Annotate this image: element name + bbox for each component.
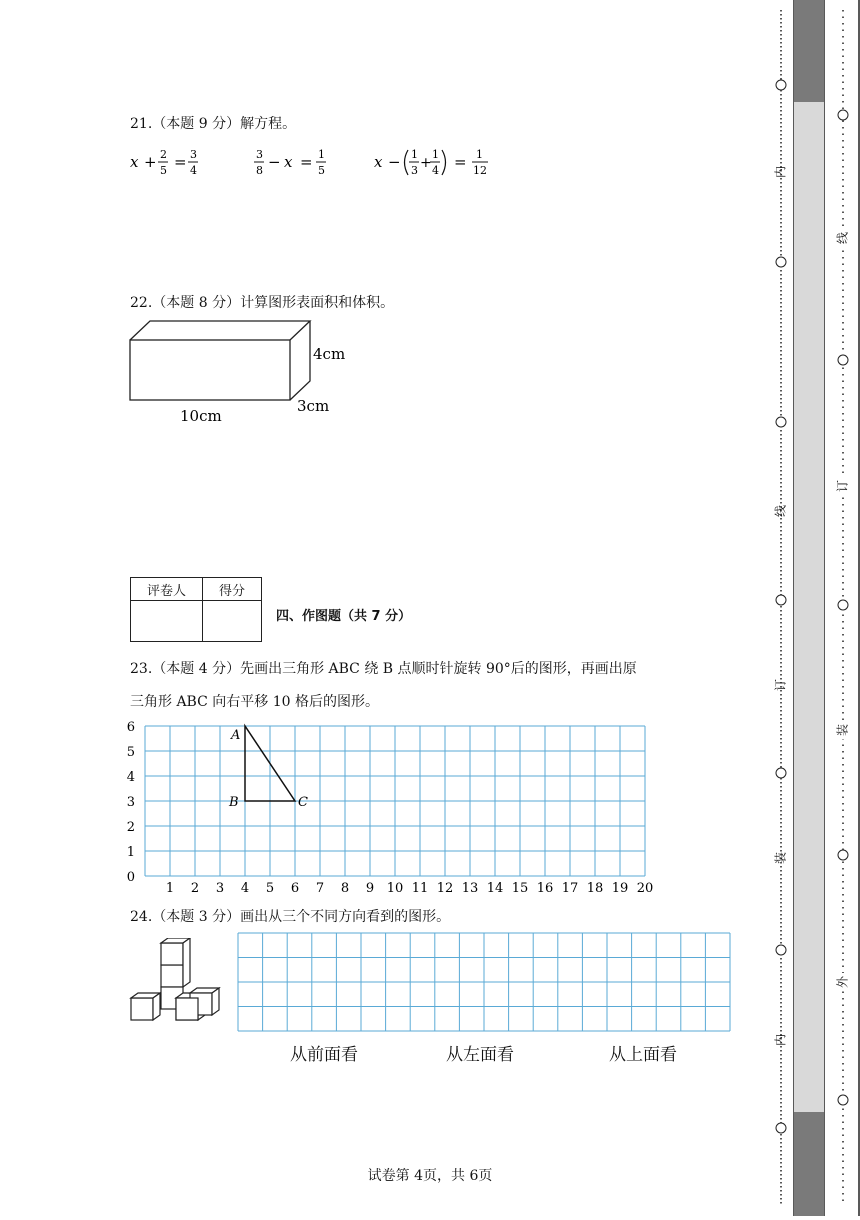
- height-label: 4cm: [313, 345, 346, 363]
- outer-binding-label-1: 线: [773, 504, 788, 518]
- inner-binding-label-2: 装: [835, 723, 850, 737]
- x-tick-label: 14: [486, 881, 504, 895]
- inner-binding-label-0: 线: [835, 231, 850, 245]
- inner-binding-circle: [838, 355, 848, 365]
- equation-2-svg: [254, 146, 334, 178]
- eq1-eq: =: [174, 153, 187, 171]
- binding-strip: [756, 0, 860, 1216]
- eq2-f2-den: 5: [318, 164, 325, 177]
- cube-stack-figure: [128, 938, 223, 1028]
- length-label: 10cm: [180, 407, 222, 425]
- equation-1-svg: [130, 146, 210, 178]
- x-tick-label: 16: [536, 881, 554, 895]
- x-tick-label: 13: [461, 881, 479, 895]
- q24-header: 24.（本题 3 分）画出从三个不同方向看到的图形。: [130, 909, 451, 925]
- score-table: [130, 577, 262, 642]
- score-table-reviewer-header: 评卷人: [131, 578, 203, 601]
- q21-equation-3: [372, 146, 502, 178]
- binding-circle: [776, 768, 786, 778]
- eq1-f2-num: 3: [190, 148, 197, 161]
- equation-3-svg: [372, 146, 502, 178]
- binding-circle: [776, 1123, 786, 1133]
- eq3-eq: =: [454, 153, 467, 171]
- x-tick-label: 20: [636, 881, 654, 895]
- inner-binding-label-3: 外: [835, 975, 850, 989]
- q24-drawing-grid[interactable]: [237, 932, 732, 1032]
- binding-circle: [776, 417, 786, 427]
- x-tick-label: 2: [190, 881, 200, 895]
- outer-binding-label-3: 装: [773, 851, 788, 865]
- vertex-label-c: C: [298, 795, 308, 810]
- x-tick-label: 12: [436, 881, 454, 895]
- y-tick-label: 0: [126, 870, 135, 885]
- y-tick-label: 1: [126, 845, 135, 860]
- x-tick-label: 11: [411, 881, 429, 895]
- score-table-score-cell[interactable]: [203, 601, 262, 642]
- eq2-f1-num: 3: [256, 148, 263, 161]
- inner-binding-label-1: 订: [835, 479, 850, 493]
- eq1-f2-den: 4: [190, 164, 197, 177]
- y-tick-label: 4: [126, 770, 135, 785]
- eq3-plus: +: [420, 155, 432, 171]
- gray-bottom-band: [794, 1112, 824, 1216]
- x-tick-label: 4: [240, 881, 250, 895]
- x-tick-label: 6: [290, 881, 300, 895]
- outer-binding-label-0: 内: [773, 165, 788, 179]
- inner-binding-circle: [838, 850, 848, 860]
- page-footer: 试卷第 4页，共 6页: [367, 1168, 493, 1184]
- binding-circle: [776, 80, 786, 90]
- eq3-op: −: [388, 153, 401, 171]
- y-tick-label: 2: [126, 820, 135, 835]
- binding-circle: [776, 595, 786, 605]
- inner-binding-circle: [838, 110, 848, 120]
- q21-header: 21.（本题 9 分）解方程。: [130, 116, 297, 132]
- x-tick-label: 5: [265, 881, 275, 895]
- eq1-op: +: [144, 153, 157, 171]
- q23-coordinate-grid[interactable]: [125, 715, 665, 895]
- x-tick-label: 18: [586, 881, 604, 895]
- x-tick-label: 8: [340, 881, 350, 895]
- binding-strip-svg: [756, 0, 860, 1216]
- eq2-op: −: [268, 153, 281, 171]
- q23-line-2: 三角形 ABC 向右平移 10 格后的图形。: [130, 694, 379, 710]
- eq1-f1-den: 5: [160, 164, 167, 177]
- binding-circle: [776, 257, 786, 267]
- inner-binding-circle: [838, 1095, 848, 1105]
- eq1-var: x: [130, 153, 139, 171]
- eq3-var: x: [374, 153, 383, 171]
- x-tick-label: 1: [165, 881, 175, 895]
- x-tick-label: 17: [561, 881, 579, 895]
- x-tick-label: 9: [365, 881, 375, 895]
- x-tick-label: 7: [315, 881, 325, 895]
- score-table-reviewer-cell[interactable]: [131, 601, 203, 642]
- eq2-f1-den: 8: [256, 164, 263, 177]
- outer-binding-label-2: 订: [773, 678, 788, 692]
- x-tick-label: 15: [511, 881, 529, 895]
- x-tick-label: 10: [386, 881, 404, 895]
- y-tick-label: 3: [126, 795, 135, 810]
- eq3-f1-num: 1: [411, 148, 418, 161]
- x-tick-label: 3: [215, 881, 225, 895]
- eq3-f1-den: 3: [411, 164, 418, 177]
- binding-circle: [776, 945, 786, 955]
- eq3-f3-num: 1: [476, 148, 483, 161]
- section-4-title: 四、作图题（共 7 分）: [276, 609, 412, 624]
- outer-binding-label-4: 内: [773, 1033, 788, 1047]
- q22-header: 22.（本题 8 分）计算图形表面积和体积。: [130, 295, 395, 311]
- cuboid-figure: [125, 315, 365, 430]
- vertex-label-b: B: [229, 795, 239, 810]
- x-tick-label: 19: [611, 881, 629, 895]
- eq2-eq: =: [300, 153, 313, 171]
- eq2-f2-num: 1: [318, 148, 325, 161]
- y-tick-label: 5: [126, 745, 135, 760]
- eq1-f1-num: 2: [160, 148, 167, 161]
- eq3-f2-num: 1: [432, 148, 439, 161]
- q21-equation-2: [254, 146, 334, 178]
- score-table-score-header: 得分: [203, 578, 262, 601]
- depth-label: 3cm: [297, 397, 330, 415]
- view-top-label: 从上面看: [609, 1045, 677, 1065]
- y-tick-label: 6: [126, 720, 135, 735]
- eq2-var: x: [284, 153, 293, 171]
- inner-binding-circle: [838, 600, 848, 610]
- view-front-label: 从前面看: [290, 1045, 358, 1065]
- eq3-f3-den: 12: [473, 164, 487, 177]
- q21-equation-1: [130, 146, 210, 178]
- q23-line-1: 23.（本题 4 分）先画出三角形 ABC 绕 B 点顺时针旋转 90°后的图形，再画出原: [130, 661, 637, 677]
- gray-mid-band: [794, 102, 824, 1112]
- gray-top-band: [794, 0, 824, 102]
- vertex-label-a: A: [231, 728, 241, 743]
- eq3-f2-den: 4: [432, 164, 439, 177]
- view-left-label: 从左面看: [446, 1045, 514, 1065]
